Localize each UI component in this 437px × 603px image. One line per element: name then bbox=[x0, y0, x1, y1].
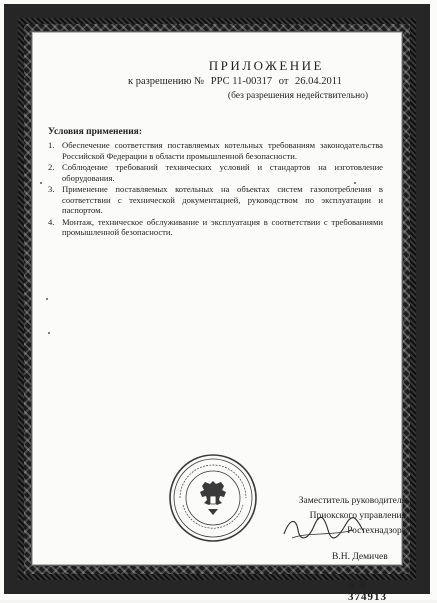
scan-speck bbox=[46, 298, 48, 300]
scan-speck bbox=[40, 182, 42, 184]
scan-speck bbox=[354, 182, 356, 184]
condition-text: Монтаж, техническое обслуживание и эксплуатация в соответствии с требованиями промышленной безопасности. bbox=[62, 216, 383, 237]
permit-prefix: к разрешению № bbox=[128, 76, 205, 87]
condition-number: 4. bbox=[48, 216, 55, 227]
signer-position-line3: Ростехнадзора bbox=[347, 526, 406, 536]
scan-speck bbox=[48, 332, 50, 334]
condition-item bbox=[48, 162, 383, 183]
permit-reference bbox=[128, 76, 388, 87]
signer-position-line1: Заместитель руководителя bbox=[298, 496, 406, 506]
section-title: Условия применения: bbox=[48, 127, 142, 137]
document-title: ПРИЛОЖЕНИЕ bbox=[208, 58, 324, 73]
permit-validity-note: (без разрешения недействительно) bbox=[227, 91, 369, 101]
document-body bbox=[31, 31, 406, 603]
condition-text: Соблюдение требований технических условий и стандартов на изготовление оборудования. bbox=[62, 162, 383, 183]
condition-item bbox=[48, 140, 383, 161]
condition-number: 2. bbox=[48, 162, 55, 172]
condition-number: 3. bbox=[48, 184, 55, 194]
serial-number: 374913 bbox=[348, 591, 387, 603]
condition-number: 1. bbox=[48, 140, 55, 150]
condition-item bbox=[48, 184, 383, 216]
permit-date: 26.04.2011 bbox=[295, 76, 342, 87]
signer-position-line2: Приокского управления bbox=[309, 511, 406, 521]
serial-series: А В bbox=[348, 580, 368, 591]
permit-number: РРС 11-00317 bbox=[210, 76, 273, 87]
handwritten-signature bbox=[278, 512, 368, 544]
condition-text: Применение поставляемых котельных на объектах систем газопотребления в соответствии с технической документацией, руководством по эксплуатации и паспортом. bbox=[62, 184, 383, 215]
official-seal-icon bbox=[168, 453, 258, 543]
permit-date-prefix: от bbox=[278, 76, 289, 87]
signer-name: В.Н. Демичев bbox=[332, 552, 388, 562]
condition-text: Обеспечение соответствия поставляемых котельных требованиям законодательства Российской Федерации в области промышленной безопасности. bbox=[62, 140, 383, 161]
condition-item bbox=[48, 217, 383, 238]
conditions-list bbox=[48, 140, 383, 239]
